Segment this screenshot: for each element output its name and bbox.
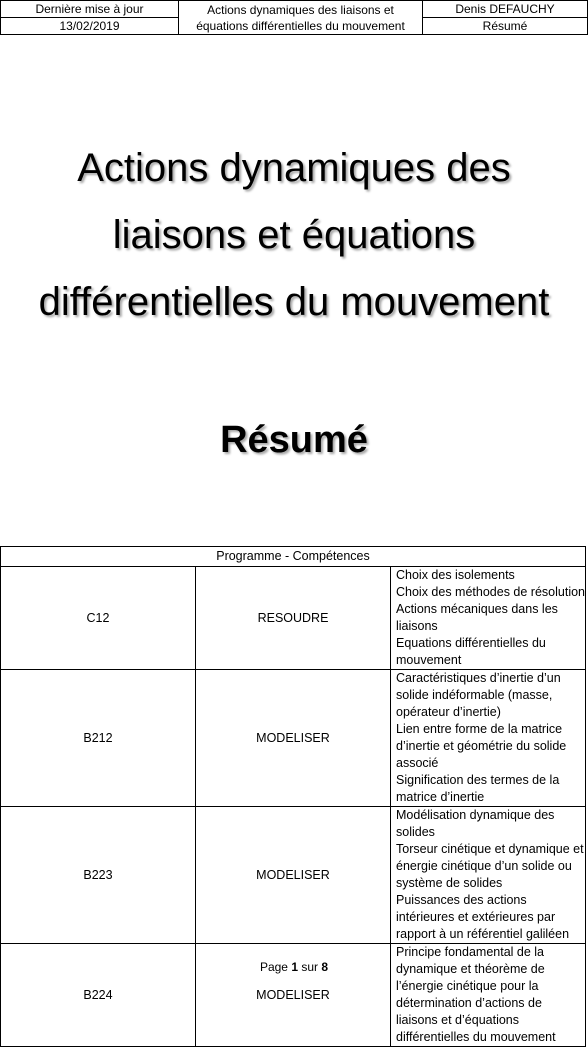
- list-item: Actions mécaniques dans les liaisons: [396, 602, 558, 633]
- last-update-label: Dernière mise à jour: [1, 1, 179, 18]
- page-total: 8: [321, 960, 329, 974]
- competence-verb: MODELISER: [196, 807, 391, 944]
- page-title-line3: différentielles du mouvement: [38, 280, 550, 324]
- competence-code: B212: [1, 670, 196, 807]
- page-current: 1: [291, 960, 298, 974]
- page-label: Page: [259, 960, 288, 974]
- list-item: Choix des isolements: [396, 568, 515, 582]
- list-item: Principe fondamental de la dynamique et théorème de l’énergie cinétique pour la détermination d’actions de liaisons et d’équations différentielles du mouvement: [396, 945, 556, 1044]
- competence-verb: MODELISER: [196, 944, 391, 1047]
- page-footer: [0, 958, 588, 976]
- list-item: Puissances des actions intérieures et extérieures par rapport à un référentiel galiléen: [396, 893, 570, 941]
- page-title-line2: liaisons et équations: [112, 213, 476, 257]
- course-title-line2: équations différentielles du mouvement: [196, 18, 405, 33]
- update-date: 13/02/2019: [1, 18, 179, 35]
- competence-items: [391, 807, 586, 944]
- page-title-line1: Actions dynamiques des: [77, 146, 511, 190]
- table-row: [1, 807, 586, 944]
- list-item: Equations différentielles du mouvement: [396, 636, 546, 667]
- list-item: Torseur cinétique et dynamique et énergie cinétique d’un solide ou système de solides: [396, 842, 584, 890]
- competence-code: B223: [1, 807, 196, 944]
- page-title: [0, 135, 588, 336]
- competence-verb: RESOUDRE: [196, 567, 391, 670]
- list-item: Lien entre forme de la matrice d’inertie et géométrie du solide associé: [396, 722, 567, 770]
- list-item: Signification des termes de la matrice d’inertie: [396, 773, 560, 804]
- list-item: Modélisation dynamique des solides: [396, 808, 555, 839]
- course-title-line1: Actions dynamiques des liaisons et: [207, 2, 394, 17]
- table-row: [1, 567, 586, 670]
- competence-code: B224: [1, 944, 196, 1047]
- page-subtitle: Résumé: [220, 419, 368, 461]
- list-item: Caractéristiques d’inertie d’un solide indéformable (masse, opérateur d’inertie): [396, 671, 561, 719]
- list-item: Choix des méthodes de résolution: [396, 585, 586, 599]
- author-name: Denis DEFAUCHY: [423, 1, 588, 18]
- document-header: [0, 0, 588, 35]
- programme-heading: Programme - Compétences: [1, 547, 586, 567]
- table-row: [1, 670, 586, 807]
- competence-verb: MODELISER: [196, 670, 391, 807]
- of-label: sur: [301, 960, 319, 974]
- course-title-cell: [179, 1, 423, 35]
- doc-type: Résumé: [423, 18, 588, 35]
- competence-code: C12: [1, 567, 196, 670]
- competence-items: [391, 670, 586, 807]
- competence-items: [391, 567, 586, 670]
